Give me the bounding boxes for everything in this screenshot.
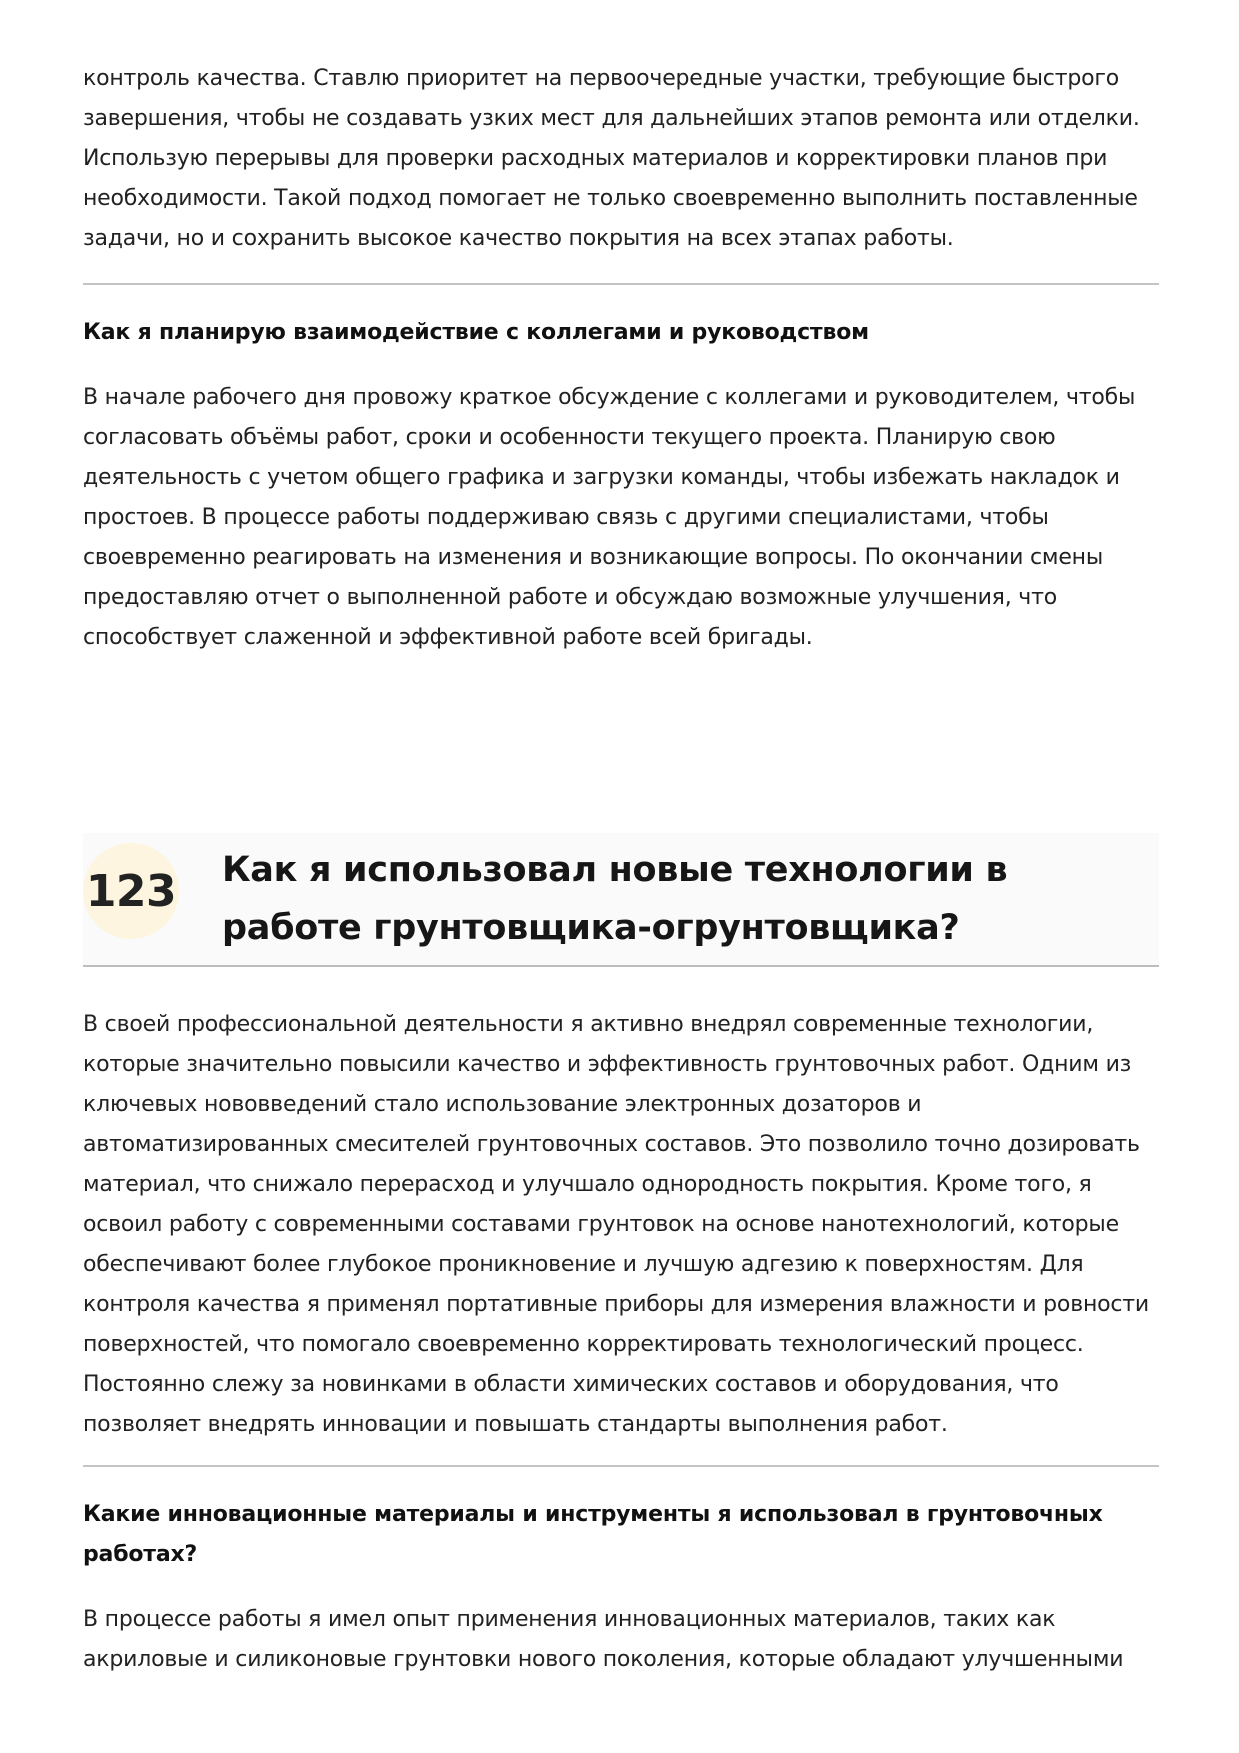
section-paragraph: В начале рабочего дня провожу краткое обсуждение с коллегами и руководителем, чтобы согласовать объёмы работ, сроки и особенности текущего проекта. Планирую свою деятельность с учетом общего графика и загрузки команды, чтобы избежать накладок и простоев. В процессе работы поддерживаю связь с другими специалистами, чтобы своевременно реагировать на изменения и возникающие вопросы. По окончании смены предоставляю отчет о выполненной работе и обсуждаю возможные улучшения, что способствует слаженной и эффективной работе всей бригады. (83, 385, 1136, 650)
chapter-header (83, 833, 1159, 967)
section-divider (83, 283, 1159, 285)
section-heading: Какие инновационные материалы и инструменты я использовал в грунтовочных работах? (83, 1502, 1103, 1567)
section-divider (83, 1465, 1159, 1467)
section-paragraph: В процессе работы я имел опыт применения инновационных материалов, таких как акриловые и силиконовые грунтовки нового поколения, которые обладают улучшенными (83, 1607, 1124, 1672)
chapter-title: Как я использовал новые технологии в работе грунтовщика-огрунтовщика? (222, 850, 1008, 948)
chapter-intro-paragraph: В своей профессиональной деятельности я активно внедрял современные технологии, которые значительно повысили качество и эффективность грунтовочных работ. Одним из ключевых нововведений стало использование электронных дозаторов и автоматизированных смесителей грунтовочных составов. Это позволило точно дозировать материал, что снижало перерасход и улучшало однородность покрытия. Кроме того, я освоил работу с современными составами грунтовок на основе нанотехнологий, которые обеспечивают более глубокое проникновение и лучшую адгезию к поверхностям. Для контроля качества я применял портативные приборы для измерения влажности и ровности поверхностей, что помогало своевременно корректировать технологический процесс. Постоянно слежу за новинками в области химических составов и оборудования, что позволяет внедрять инновации и повышать стандарты выполнения работ. (83, 1012, 1150, 1437)
intro-paragraph: контроль качества. Ставлю приоритет на первоочередные участки, требующие быстрого завершения, чтобы не создавать узких мест для дальнейших этапов ремонта или отделки. Использую перерывы для проверки расходных материалов и корректировки планов при необходимости. Такой подход помогает не только своевременно выполнить поставленные задачи, но и сохранить высокое качество покрытия на всех этапах работы. (83, 66, 1140, 251)
chapter-number-badge: 123 (83, 843, 179, 939)
section-heading: Как я планирую взаимодействие с коллегами и руководством (83, 320, 869, 345)
